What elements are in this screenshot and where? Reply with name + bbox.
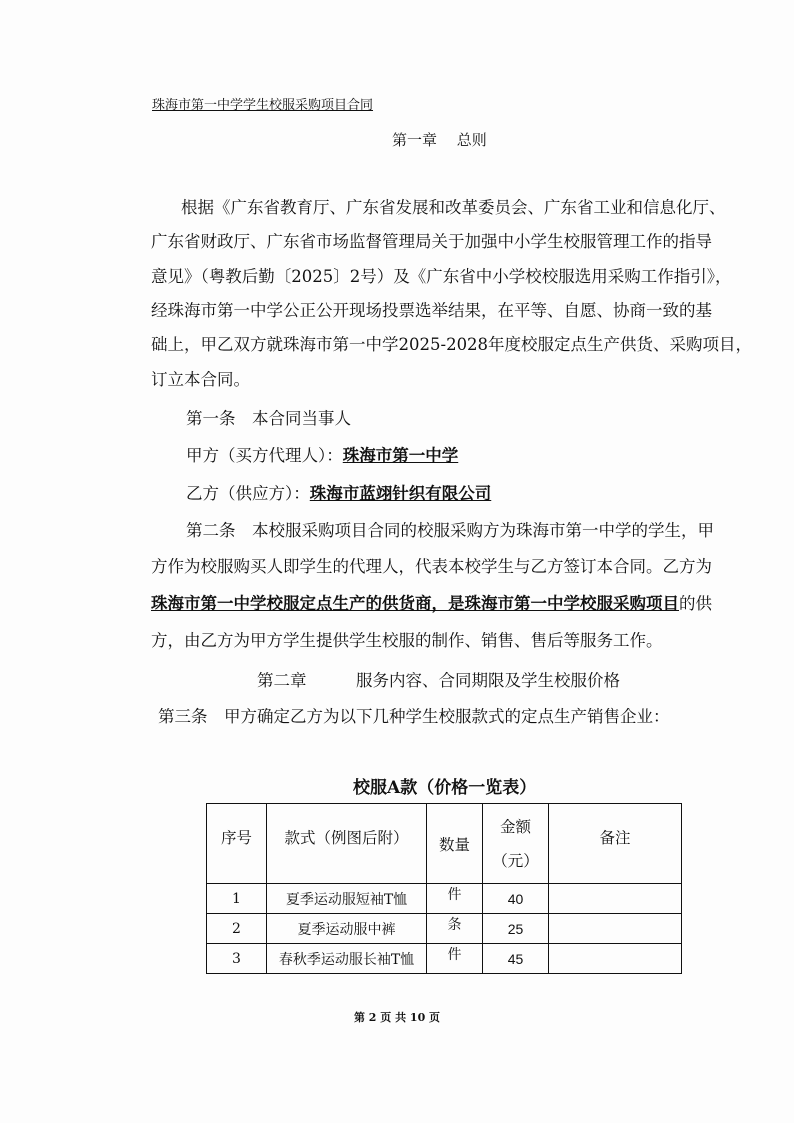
party-b: [186, 480, 491, 504]
party-a-name: 珠海市第一中学: [342, 446, 459, 465]
cell-remark: [549, 914, 682, 944]
page-footer: 第 2 页 共 10 页: [353, 1011, 441, 1024]
paragraph-line: 意见》（粤教后勤〔2025〕2号）及《广东省中小学校校服选用采购工作指引》，: [151, 267, 732, 286]
chapter-1-title: 第一章 总则: [392, 131, 487, 149]
cell-no: 1: [207, 884, 267, 914]
table-header-row: [207, 804, 682, 884]
paragraph-line: 础上，甲乙双方就珠海市第一中学2025-2028年度校服定点生产供货、采购项目，: [151, 335, 753, 354]
header-amount-line2: （元）: [492, 851, 539, 870]
article-3-title: 第三条 甲方确定乙方为以下几种学生校服款式的定点生产销售企业：: [158, 707, 670, 726]
cell-no: 2: [207, 914, 267, 944]
party-a-label: 甲方（买方代理人）：: [186, 446, 343, 465]
header-no: 序号: [207, 804, 267, 884]
paragraph-line: 订立本合同。: [151, 370, 250, 389]
cell-no: 3: [207, 944, 267, 974]
party-a: [186, 442, 458, 466]
cell-unit: 条: [427, 914, 483, 944]
price-table: [206, 803, 682, 974]
party-b-label: 乙方（供应方）：: [186, 484, 310, 503]
cell-unit: 件: [427, 884, 483, 914]
cell-remark: [549, 944, 682, 974]
header-qty: 数量: [427, 804, 483, 884]
cell-price: 40: [483, 884, 549, 914]
table-row: [207, 884, 682, 914]
document-header: 珠海市第一中学学生校服采购项目合同: [152, 98, 374, 113]
paragraph-line: 广东省财政厅、广东省市场监督管理局关于加强中小学生校服管理工作的指导: [151, 232, 712, 251]
paragraph-line: [151, 590, 712, 614]
paragraph-tail: 的供: [679, 594, 712, 613]
cell-style: 夏季运动服短袖T恤: [267, 884, 427, 914]
header-amount: [483, 804, 549, 884]
supplier-designation: 珠海市第一中学校服定点生产的供货商，是珠海市第一中学校服采购项目: [151, 594, 679, 613]
paragraph-line: 方，由乙方为甲方学生提供学生校服的制作、销售、售后等服务工作。: [151, 631, 663, 650]
chapter-2-title: 第二章 服务内容、合同期限及学生校服价格: [257, 671, 620, 690]
table-row: [207, 944, 682, 974]
header-amount-line1: 金额: [499, 817, 531, 836]
paragraph-line: 经珠海市第一中学公正公开现场投票选举结果，在平等、自愿、协商一致的基: [151, 301, 712, 320]
cell-unit: 件: [427, 944, 483, 974]
header-style: 款式（例图后附）: [267, 804, 427, 884]
cell-style: 春秋季运动服长袖T恤: [267, 944, 427, 974]
party-b-name: 珠海市蓝翊针织有限公司: [309, 484, 492, 503]
cell-remark: [549, 884, 682, 914]
paragraph-line: 方作为校服购买人即学生的代理人，代表本校学生与乙方签订本合同。乙方为: [151, 557, 712, 576]
article-1-title: 第一条 本合同当事人: [186, 409, 351, 428]
cell-price: 45: [483, 944, 549, 974]
paragraph-line: 根据《广东省教育厅、广东省发展和改革委员会、广东省工业和信息化厅、: [181, 198, 726, 217]
cell-style: 夏季运动服中裤: [267, 914, 427, 944]
paragraph-line: 第二条 本校服采购项目合同的校服采购方为珠海市第一中学的学生，甲: [186, 521, 714, 540]
header-remark: 备注: [549, 804, 682, 884]
table-row: [207, 914, 682, 944]
cell-price: 25: [483, 914, 549, 944]
price-table-title: 校服A款（价格一览表）: [353, 778, 537, 798]
